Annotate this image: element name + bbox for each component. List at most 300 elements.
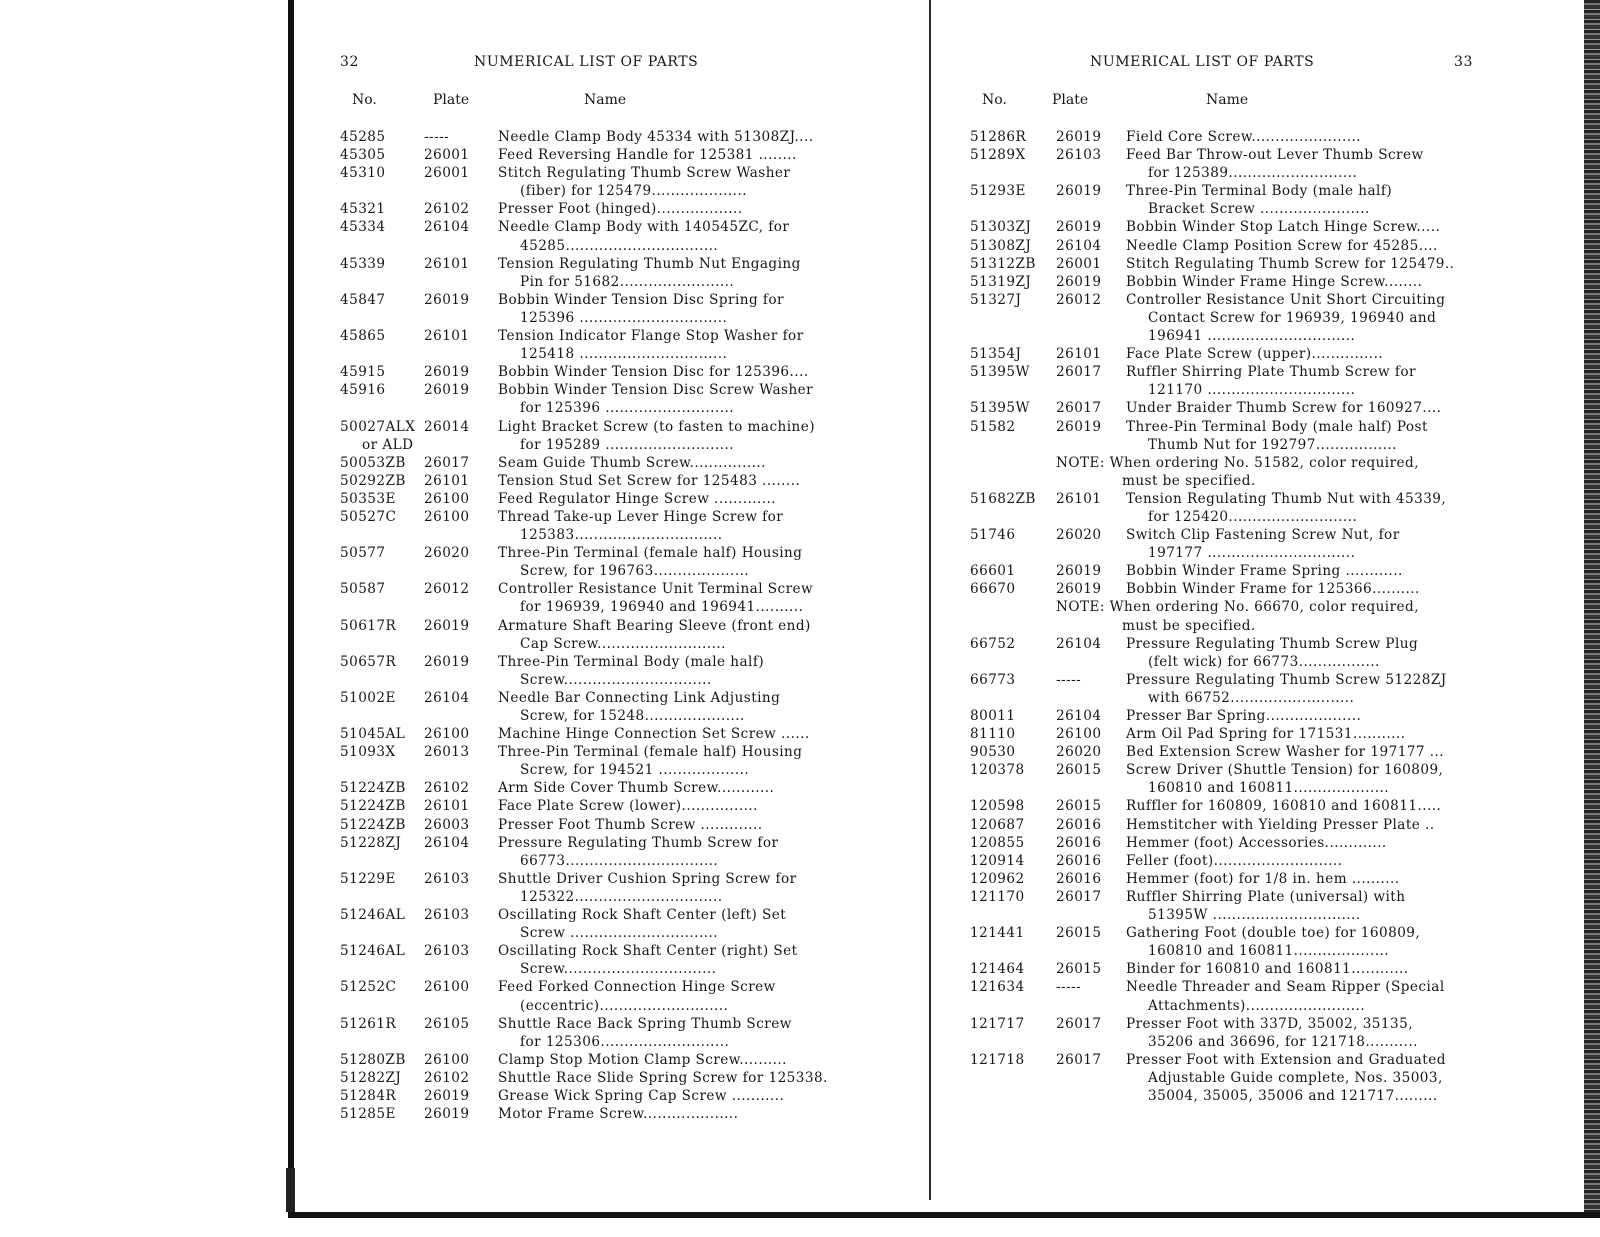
part-number-text: 120378 bbox=[970, 762, 1025, 779]
part-name-line: Feed Forked Connection Hinge Screw bbox=[498, 979, 776, 996]
plate-number: 26102 bbox=[424, 1069, 470, 1086]
part-number-text: 50053ZB bbox=[340, 454, 406, 471]
part-number bbox=[340, 1015, 424, 1051]
table-row bbox=[340, 834, 870, 870]
part-name-line: Switch Clip Fastening Screw Nut, for bbox=[1126, 527, 1400, 544]
table-row bbox=[970, 834, 1510, 852]
part-number-text: 66670 bbox=[970, 581, 1016, 598]
plate-number: 26104 bbox=[424, 689, 470, 706]
part-name bbox=[498, 1069, 870, 1087]
table-row bbox=[970, 146, 1510, 182]
plate-number: 26101 bbox=[1056, 490, 1102, 507]
table-row bbox=[970, 526, 1510, 562]
part-name-line: Tension Indicator Flange Stop Washer for bbox=[498, 328, 804, 345]
plate-number: 26017 bbox=[1056, 400, 1102, 417]
part-name bbox=[1126, 725, 1510, 743]
part-number bbox=[970, 743, 1056, 761]
part-number-text: 45915 bbox=[340, 364, 386, 381]
part-name-line: Face Plate Screw (lower)................ bbox=[498, 798, 758, 815]
part-number-text: 80011 bbox=[970, 708, 1016, 724]
part-name bbox=[1126, 218, 1510, 236]
part-name-line: Needle Bar Connecting Link Adjusting bbox=[498, 689, 781, 706]
table-row bbox=[340, 508, 870, 544]
table-row bbox=[340, 418, 870, 454]
table-row bbox=[340, 743, 870, 779]
part-number bbox=[340, 689, 424, 725]
part-name bbox=[1126, 888, 1510, 924]
plate-number: 26019 bbox=[424, 617, 470, 634]
part-number-text: 51282ZJ bbox=[340, 1069, 402, 1086]
table-row bbox=[340, 218, 870, 254]
part-number bbox=[970, 218, 1056, 236]
note-text bbox=[1056, 454, 1510, 490]
plate-number: 26101 bbox=[1056, 346, 1102, 363]
part-name-line: 160810 and 160811.................... bbox=[1148, 780, 1390, 797]
table-row bbox=[970, 273, 1510, 291]
plate-number: 26100 bbox=[424, 490, 470, 507]
part-name-line: Feed Regulator Hinge Screw ............. bbox=[498, 490, 777, 507]
part-name bbox=[1126, 418, 1510, 454]
part-name-line: 125383............................... bbox=[520, 527, 723, 544]
part-name-line: Attachments)......................... bbox=[1148, 997, 1366, 1014]
part-name bbox=[498, 580, 870, 616]
parts-list bbox=[340, 128, 870, 1123]
part-number bbox=[340, 653, 424, 689]
part-number bbox=[340, 472, 424, 490]
part-name-line: Shuttle Race Back Spring Thumb Screw bbox=[498, 1015, 792, 1032]
part-number-text: 51045AL bbox=[340, 726, 406, 743]
part-name-line: Pin for 51682........................ bbox=[520, 273, 735, 290]
part-name bbox=[1126, 399, 1510, 417]
table-row bbox=[970, 363, 1510, 399]
part-number bbox=[970, 562, 1056, 580]
part-number bbox=[340, 327, 424, 363]
part-name bbox=[498, 816, 870, 834]
plate-number: 26019 bbox=[1056, 418, 1102, 435]
part-number bbox=[970, 870, 1056, 888]
plate-number: 26101 bbox=[424, 255, 470, 272]
part-number bbox=[340, 490, 424, 508]
plate-number: 26104 bbox=[424, 834, 470, 851]
table-row bbox=[970, 671, 1510, 707]
part-number-text: 45310 bbox=[340, 165, 386, 182]
part-number-text: 51395W bbox=[970, 400, 1030, 417]
part-number bbox=[970, 816, 1056, 834]
table-row bbox=[970, 237, 1510, 255]
part-number-text: 51582 bbox=[970, 418, 1016, 435]
part-name bbox=[1126, 526, 1510, 562]
note-line: must be specified. bbox=[1122, 472, 1256, 489]
part-name-line: Needle Threader and Seam Ripper (Special bbox=[1126, 979, 1445, 996]
part-number-text: 51229E bbox=[340, 870, 396, 887]
column-header-name: Name bbox=[584, 92, 627, 108]
part-name bbox=[1126, 797, 1510, 815]
part-number bbox=[340, 743, 424, 779]
part-number-text: 50657R bbox=[340, 653, 397, 670]
part-name-line: Feed Bar Throw-out Lever Thumb Screw bbox=[1126, 147, 1424, 164]
part-number bbox=[970, 834, 1056, 852]
plate-number: 26001 bbox=[424, 147, 470, 164]
table-row bbox=[340, 544, 870, 580]
table-row bbox=[970, 345, 1510, 363]
part-name-line: Arm Side Cover Thumb Screw............ bbox=[498, 780, 775, 797]
part-number-text: 51327J bbox=[970, 291, 1022, 308]
part-number-text: 51395W bbox=[970, 364, 1030, 381]
part-name bbox=[498, 381, 870, 417]
part-number-text: 121717 bbox=[970, 1015, 1025, 1032]
plate-number: 26015 bbox=[1056, 798, 1102, 815]
plate-number: 26019 bbox=[1056, 219, 1102, 236]
plate-number: 26016 bbox=[1056, 816, 1102, 833]
part-number bbox=[970, 128, 1056, 146]
table-row bbox=[970, 960, 1510, 978]
part-name-line: Stitch Regulating Thumb Screw for 125479.. bbox=[1126, 255, 1455, 272]
part-number-text: 120598 bbox=[970, 798, 1025, 815]
part-number-text: 45339 bbox=[340, 255, 386, 272]
plate-number: 26103 bbox=[424, 907, 470, 924]
part-number bbox=[970, 291, 1056, 345]
part-number-text: 51280ZB bbox=[340, 1051, 406, 1068]
part-name bbox=[1126, 146, 1510, 182]
part-name-line: Screw, for 196763.................... bbox=[520, 563, 750, 580]
part-name bbox=[498, 146, 870, 164]
part-number bbox=[970, 797, 1056, 815]
part-number bbox=[970, 761, 1056, 797]
table-row bbox=[970, 978, 1510, 1014]
part-name-line: Three-Pin Terminal Body (male half) bbox=[1126, 183, 1393, 200]
plate-number: 26100 bbox=[424, 508, 470, 525]
plate-number: 26001 bbox=[1056, 255, 1102, 272]
column-header-name: Name bbox=[1206, 92, 1249, 108]
part-number-text: 51252C bbox=[340, 979, 397, 996]
table-row bbox=[970, 418, 1510, 454]
part-name bbox=[498, 743, 870, 779]
part-name bbox=[1126, 273, 1510, 291]
part-name bbox=[1126, 870, 1510, 888]
part-name bbox=[1126, 635, 1510, 671]
part-name-line: Feller (foot)........................... bbox=[1126, 852, 1343, 869]
column-header-plate: Plate bbox=[433, 92, 470, 108]
plate-number: ----- bbox=[1056, 671, 1082, 688]
part-number-text: 121464 bbox=[970, 961, 1025, 978]
plate-number: 26102 bbox=[424, 201, 470, 218]
plate-number: 26019 bbox=[424, 1106, 470, 1123]
part-name-line: Gathering Foot (double toe) for 160809, bbox=[1126, 925, 1421, 942]
part-number bbox=[340, 418, 424, 454]
part-number-text: 51224ZB bbox=[340, 816, 406, 833]
part-number-text: 51354J bbox=[970, 346, 1022, 363]
part-number-text: 45334 bbox=[340, 219, 386, 236]
note-row bbox=[970, 454, 1510, 490]
part-name-line: Bobbin Winder Frame Hinge Screw........ bbox=[1126, 273, 1423, 290]
table-row bbox=[340, 797, 870, 815]
table-row bbox=[340, 327, 870, 363]
part-name-line: Three-Pin Terminal Body (male half) Post bbox=[1126, 418, 1428, 435]
table-row bbox=[970, 924, 1510, 960]
part-number bbox=[970, 1015, 1056, 1051]
plate-number: 26100 bbox=[424, 1051, 470, 1068]
plate-number: 26103 bbox=[424, 943, 470, 960]
table-row bbox=[970, 562, 1510, 580]
part-number bbox=[340, 580, 424, 616]
page-gutter-line bbox=[929, 0, 931, 1200]
part-name-line: Needle Clamp Body with 140545ZC, for bbox=[498, 219, 790, 236]
table-row bbox=[340, 906, 870, 942]
table-row bbox=[970, 128, 1510, 146]
part-name-line: Oscillating Rock Shaft Center (left) Set bbox=[498, 907, 787, 924]
part-name-line: Ruffler Shirring Plate (universal) with bbox=[1126, 888, 1406, 905]
part-number bbox=[340, 544, 424, 580]
table-row bbox=[970, 761, 1510, 797]
part-name-line: Clamp Stop Motion Clamp Screw.......... bbox=[498, 1051, 787, 1068]
plate-number: 26104 bbox=[1056, 237, 1102, 254]
table-row bbox=[340, 689, 870, 725]
part-name-line: Three-Pin Terminal (female half) Housing bbox=[498, 545, 803, 562]
part-number bbox=[970, 363, 1056, 399]
plate-number: 26015 bbox=[1056, 961, 1102, 978]
part-name bbox=[498, 418, 870, 454]
part-name-line: Bracket Screw ....................... bbox=[1148, 201, 1370, 218]
part-name bbox=[498, 363, 870, 381]
plate-number: 26014 bbox=[424, 418, 470, 435]
page-number: 32 bbox=[340, 54, 360, 70]
part-number bbox=[340, 942, 424, 978]
plate-number: 26015 bbox=[1056, 925, 1102, 942]
plate-number: 26016 bbox=[1056, 870, 1102, 887]
part-name-line: Presser Bar Spring.................... bbox=[1126, 708, 1362, 724]
part-number-text: 120914 bbox=[970, 852, 1025, 869]
plate-number: 26017 bbox=[1056, 1051, 1102, 1068]
part-name bbox=[498, 490, 870, 508]
part-name-line: Pressure Regulating Thumb Screw 51228ZJ bbox=[1126, 671, 1447, 688]
part-name-line: Under Braider Thumb Screw for 160927.... bbox=[1126, 400, 1442, 417]
part-name-line: 125396 ............................... bbox=[520, 309, 728, 326]
part-number bbox=[340, 454, 424, 472]
part-name bbox=[498, 725, 870, 743]
part-name bbox=[1126, 960, 1510, 978]
table-row bbox=[970, 580, 1510, 598]
part-name-line: Field Core Screw....................... bbox=[1126, 129, 1362, 145]
part-name-line: Bobbin Winder Tension Disc Screw Washer bbox=[498, 382, 814, 399]
part-number bbox=[970, 1051, 1056, 1105]
part-number-text: 51312ZB bbox=[970, 255, 1036, 272]
part-name bbox=[498, 653, 870, 689]
part-name bbox=[1126, 182, 1510, 218]
part-number-text: 50292ZB bbox=[340, 472, 406, 489]
part-number bbox=[340, 363, 424, 381]
parts-list bbox=[970, 128, 1510, 1105]
part-number-text: 51246AL bbox=[340, 943, 406, 960]
part-name-line: Screw, for 15248..................... bbox=[520, 708, 745, 724]
part-number bbox=[340, 508, 424, 544]
part-name-line: Oscillating Rock Shaft Center (right) Set bbox=[498, 943, 798, 960]
part-number-text: 50527C bbox=[340, 508, 397, 525]
plate-number: 26103 bbox=[1056, 147, 1102, 164]
part-number bbox=[970, 182, 1056, 218]
table-row bbox=[340, 128, 870, 146]
part-number-text: 45916 bbox=[340, 382, 386, 399]
part-name-line: Thumb Nut for 192797................. bbox=[1148, 436, 1397, 453]
column-header-plate: Plate bbox=[1052, 92, 1089, 108]
plate-number: 26104 bbox=[1056, 708, 1102, 724]
table-row bbox=[340, 870, 870, 906]
part-number bbox=[970, 345, 1056, 363]
page-title: NUMERICAL LIST OF PARTS bbox=[474, 54, 699, 70]
part-number bbox=[970, 707, 1056, 725]
part-name-line: Face Plate Screw (upper)............... bbox=[1126, 346, 1384, 363]
part-name bbox=[1126, 345, 1510, 363]
table-row bbox=[970, 816, 1510, 834]
plate-number: 26019 bbox=[424, 382, 470, 399]
part-name-line: Presser Foot (hinged).................. bbox=[498, 201, 743, 218]
part-number-text: 51682ZB bbox=[970, 490, 1036, 507]
part-name bbox=[498, 508, 870, 544]
part-name-line: (eccentric)........................... bbox=[520, 997, 729, 1014]
part-name bbox=[1126, 128, 1510, 146]
part-number-text: 51224ZB bbox=[340, 780, 406, 797]
part-name-line: Ruffler Shirring Plate Thumb Screw for bbox=[1126, 364, 1416, 381]
note-line: NOTE: When ordering No. 66670, color required, bbox=[1056, 599, 1419, 616]
part-name-line: Ruffler for 160809, 160810 and 160811..... bbox=[1126, 798, 1442, 815]
part-name bbox=[1126, 255, 1510, 273]
plate-number: 26019 bbox=[1056, 183, 1102, 200]
part-name-line: 45285................................ bbox=[520, 237, 719, 254]
plate-number: 26100 bbox=[424, 726, 470, 743]
plate-number: 26102 bbox=[424, 780, 470, 797]
plate-number: 26019 bbox=[424, 653, 470, 670]
plate-number: 26104 bbox=[1056, 635, 1102, 652]
plate-number: 26019 bbox=[1056, 581, 1102, 598]
part-name-line: Machine Hinge Connection Set Screw ...... bbox=[498, 726, 810, 743]
part-number bbox=[970, 526, 1056, 562]
table-row bbox=[970, 399, 1510, 417]
plate-number: ----- bbox=[1056, 979, 1082, 996]
part-number bbox=[340, 218, 424, 254]
plate-number: 26016 bbox=[1056, 852, 1102, 869]
part-name-line: Thread Take-up Lever Hinge Screw for bbox=[498, 508, 784, 525]
note-line: NOTE: When ordering No. 51582, color required, bbox=[1056, 454, 1419, 471]
part-number bbox=[970, 924, 1056, 960]
plate-number: 26019 bbox=[1056, 273, 1102, 290]
part-name-line: Cap Screw........................... bbox=[520, 635, 726, 652]
part-name-line: Contact Screw for 196939, 196940 and bbox=[1148, 309, 1437, 326]
table-row bbox=[340, 472, 870, 490]
part-number-text: 51286R bbox=[970, 129, 1027, 145]
part-name-line: Arm Oil Pad Spring for 171531........... bbox=[1126, 726, 1406, 743]
note-line: must be specified. bbox=[1122, 617, 1256, 634]
part-name bbox=[498, 617, 870, 653]
part-name-line: for 196939, 196940 and 196941.......... bbox=[520, 599, 804, 616]
table-row bbox=[970, 888, 1510, 924]
part-name-line: for 125396 ........................... bbox=[520, 400, 735, 417]
part-name-line: 160810 and 160811.................... bbox=[1148, 943, 1390, 960]
table-row bbox=[970, 870, 1510, 888]
table-row bbox=[340, 454, 870, 472]
part-name-line: Shuttle Race Slide Spring Screw for 125338. bbox=[498, 1069, 828, 1086]
part-number bbox=[970, 960, 1056, 978]
table-row bbox=[970, 852, 1510, 870]
table-row bbox=[340, 653, 870, 689]
part-number bbox=[340, 1051, 424, 1069]
part-number-text: 51289X bbox=[970, 147, 1026, 164]
part-name-line: Screw................................ bbox=[520, 961, 717, 978]
part-name-line: Presser Foot with 337D, 35002, 35135, bbox=[1126, 1015, 1413, 1032]
part-number-text: 45865 bbox=[340, 328, 386, 345]
part-name-line: Screw Driver (Shuttle Tension) for 160809, bbox=[1126, 762, 1444, 779]
part-number-text: 120855 bbox=[970, 834, 1025, 851]
part-name-line: Needle Clamp Body 45334 with 51308ZJ.... bbox=[498, 129, 814, 145]
part-number-text: 120962 bbox=[970, 870, 1025, 887]
table-row bbox=[970, 1051, 1510, 1105]
part-name-line: for 125420........................... bbox=[1148, 508, 1358, 525]
part-name bbox=[1126, 490, 1510, 526]
part-name bbox=[1126, 580, 1510, 598]
part-name bbox=[1126, 237, 1510, 255]
column-header-no: No. bbox=[352, 92, 377, 108]
part-number-text: 121170 bbox=[970, 888, 1025, 905]
plate-number: 26001 bbox=[424, 165, 470, 182]
scan-right-edge bbox=[1584, 0, 1600, 1212]
plate-number: 26017 bbox=[1056, 364, 1102, 381]
part-number bbox=[340, 834, 424, 870]
part-number bbox=[970, 978, 1056, 1014]
part-name-line: Controller Resistance Unit Short Circuiting bbox=[1126, 291, 1446, 308]
part-name-line: 196941 ............................... bbox=[1148, 328, 1356, 345]
plate-number: 26100 bbox=[1056, 726, 1102, 743]
part-number bbox=[970, 635, 1056, 671]
plate-number: 26017 bbox=[424, 454, 470, 471]
part-number bbox=[340, 1069, 424, 1087]
part-name-line: Grease Wick Spring Cap Screw ........... bbox=[498, 1087, 785, 1104]
plate-number: 26019 bbox=[1056, 129, 1102, 145]
plate-number: 26020 bbox=[424, 545, 470, 562]
table-row bbox=[340, 580, 870, 616]
part-name bbox=[498, 128, 870, 146]
part-number bbox=[340, 1105, 424, 1123]
part-name-line: 125322............................... bbox=[520, 888, 723, 905]
part-name-line: Needle Clamp Position Screw for 45285.... bbox=[1126, 237, 1438, 254]
part-number bbox=[970, 255, 1056, 273]
part-name bbox=[498, 164, 870, 200]
part-name bbox=[1126, 291, 1510, 345]
plate-number: 26003 bbox=[424, 816, 470, 833]
part-name-line: Shuttle Driver Cushion Spring Screw for bbox=[498, 870, 797, 887]
part-name bbox=[498, 779, 870, 797]
part-name-line: Controller Resistance Unit Terminal Screw bbox=[498, 581, 814, 598]
part-name bbox=[498, 942, 870, 978]
part-name bbox=[1126, 816, 1510, 834]
part-number bbox=[970, 725, 1056, 743]
table-row bbox=[340, 490, 870, 508]
part-number-text: 45321 bbox=[340, 201, 386, 218]
table-row bbox=[340, 164, 870, 200]
table-row bbox=[970, 182, 1510, 218]
part-name-line: for 125389........................... bbox=[1148, 165, 1358, 182]
table-row bbox=[340, 779, 870, 797]
note-text bbox=[1056, 598, 1510, 634]
part-number bbox=[340, 146, 424, 164]
plate-number: 26017 bbox=[1056, 1015, 1102, 1032]
part-name-line: Pressure Regulating Thumb Screw Plug bbox=[1126, 635, 1419, 652]
part-number bbox=[970, 852, 1056, 870]
part-name-line: Bed Extension Screw Washer for 197177 ... bbox=[1126, 744, 1445, 761]
part-name-line: Tension Regulating Thumb Nut Engaging bbox=[498, 255, 801, 272]
part-name-line: Screw, for 194521 ................... bbox=[520, 762, 750, 779]
table-row bbox=[970, 218, 1510, 236]
part-name bbox=[498, 454, 870, 472]
part-name bbox=[498, 1015, 870, 1051]
part-number bbox=[340, 1087, 424, 1105]
